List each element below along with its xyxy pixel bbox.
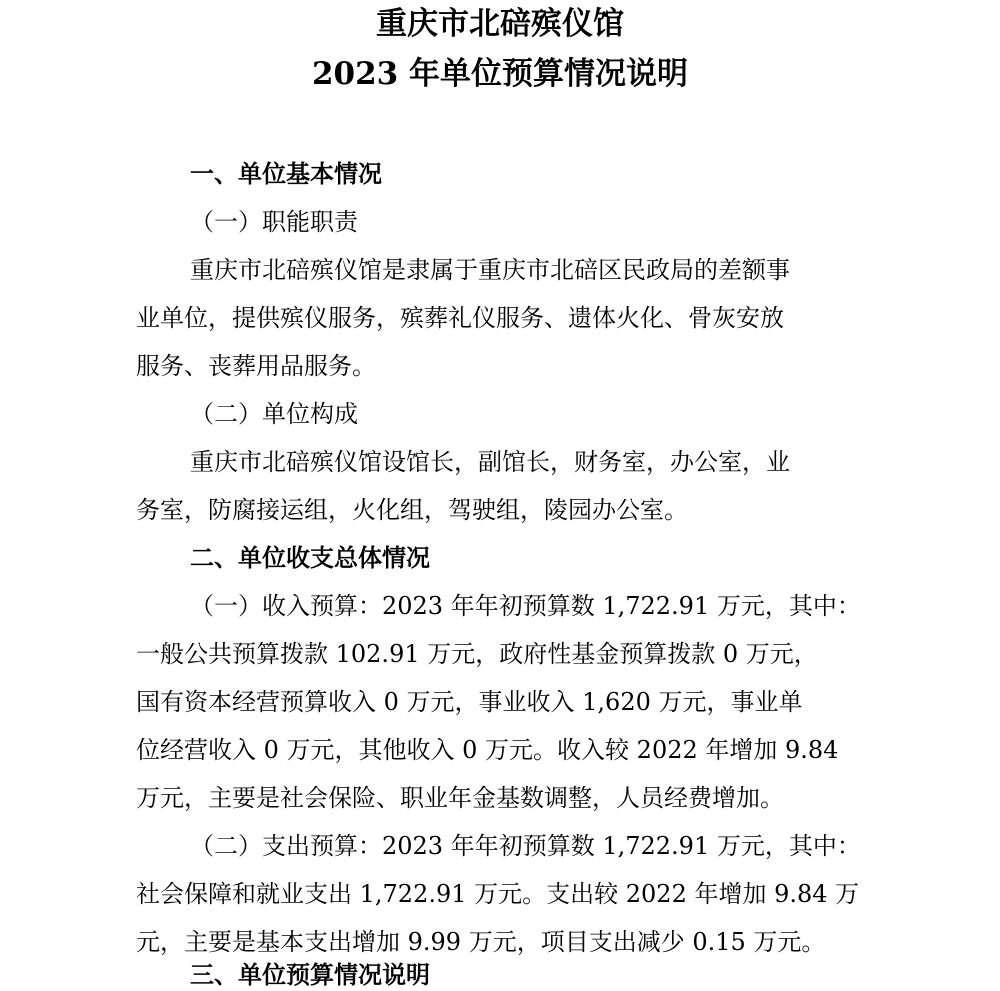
section1-sub1-heading: （一）职能职责	[190, 208, 358, 236]
section1-heading: 一、单位基本情况	[190, 159, 382, 188]
income-paragraph-line: 国有资本经营预算收入 0 万元，事业收入 1,620 万元，事业单	[136, 688, 803, 716]
document-title-line1: 重庆市北碚殡仪馆	[376, 6, 624, 42]
document-title-line2: 2023 年单位预算情况说明	[311, 56, 689, 92]
structure-paragraph-line: 重庆市北碚殡仪馆设馆长，副馆长，财务室，办公室，业	[190, 448, 790, 476]
structure-paragraph-line: 务室，防腐接运组，火化组，驾驶组，陵园办公室。	[136, 496, 688, 524]
expense-paragraph-line: （二）支出预算：2023 年年初预算数 1,722.91 万元，其中：	[190, 832, 861, 860]
income-paragraph-line: 一般公共预算拨款 102.91 万元，政府性基金预算拨款 0 万元，	[136, 640, 818, 668]
expense-paragraph-line: 社会保障和就业支出 1,722.91 万元。支出较 2022 年增加 9.84 万	[136, 880, 860, 908]
section3-heading: 三、单位预算情况说明	[190, 960, 430, 989]
duty-paragraph-line: 服务、丧葬用品服务。	[136, 352, 376, 380]
expense-paragraph-line: 元，主要是基本支出增加 9.99 万元，项目支出减少 0.15 万元。	[136, 928, 826, 956]
duty-paragraph-line: 业单位，提供殡仪服务，殡葬礼仪服务、遗体火化、骨灰安放	[136, 304, 784, 332]
income-paragraph-line: 位经营收入 0 万元，其他收入 0 万元。收入较 2022 年增加 9.84	[136, 736, 839, 764]
duty-paragraph-line: 重庆市北碚殡仪馆是隶属于重庆市北碚区民政局的差额事	[190, 256, 790, 284]
income-paragraph-line: （一）收入预算：2023 年年初预算数 1,722.91 万元，其中：	[190, 592, 861, 620]
income-paragraph-line: 万元，主要是社会保险、职业年金基数调整，人员经费增加。	[136, 784, 784, 812]
section2-heading: 二、单位收支总体情况	[190, 543, 430, 572]
section1-sub2-heading: （二）单位构成	[190, 400, 358, 428]
